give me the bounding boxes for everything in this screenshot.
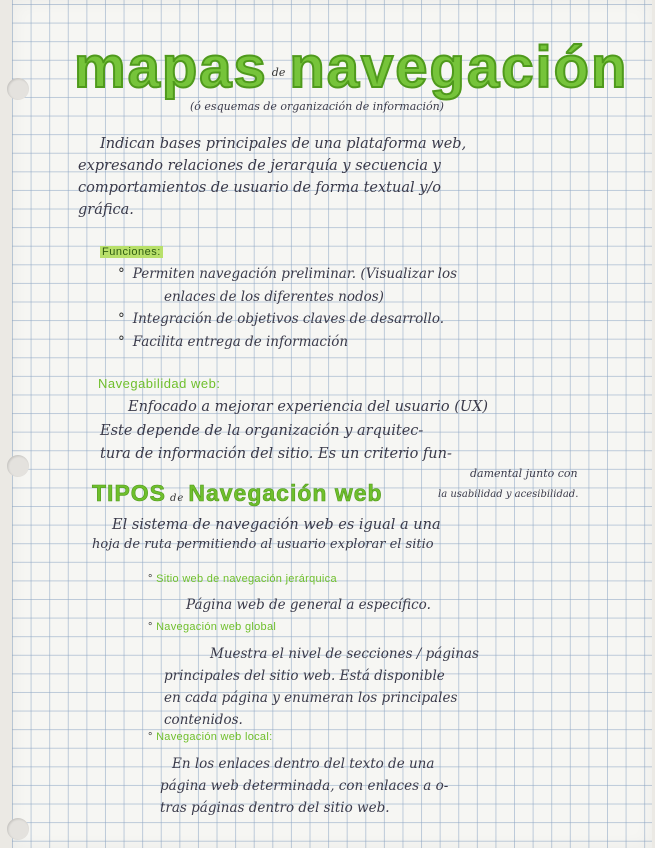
- funciones-label: Funciones:: [102, 246, 161, 258]
- navegabilidad-label: Navegabilidad web:: [98, 376, 221, 391]
- navegabilidad-line: Este depende de la organización y arquitec-: [100, 423, 424, 439]
- page-subtitle: (ó esquemas de organización de información): [190, 100, 444, 113]
- list-item-text: Facilita entrega de información: [132, 334, 349, 350]
- list-item-text: Permiten navegación preliminar. (Visualizar los: [132, 266, 458, 282]
- nav-type-line: En los enlaces dentro del texto de una: [172, 756, 435, 772]
- nav-type-line: principales del sitio web. Está disponible: [164, 668, 445, 684]
- tipos-intro-line: El sistema de navegación web es igual a una: [112, 517, 441, 533]
- binder-hole: [7, 78, 29, 100]
- tipos-heading-connector: de: [170, 493, 185, 504]
- intro-line: comportamientos de usuario de forma textual y/o: [78, 180, 442, 196]
- intro-line: Indican bases principales de una plataforma web,: [100, 136, 467, 152]
- nav-type-line: página web determinada, con enlaces a o-: [160, 778, 449, 794]
- title-word-1: mapas: [74, 35, 268, 100]
- title-connector: de: [271, 66, 286, 79]
- navegabilidad-line: Enfocado a mejorar experiencia del usuario (UX): [128, 399, 489, 415]
- nav-type-line: contenidos.: [164, 712, 243, 728]
- nav-type-line: en cada página y enumeran los principales: [164, 690, 458, 706]
- list-item-continuation: enlaces de los diferentes nodos): [164, 289, 384, 305]
- tipos-heading-word-1: TIPOS: [92, 480, 167, 506]
- nav-type-title: ° Sitio web de navegación jerárquica: [148, 573, 337, 585]
- nav-type-line: Muestra el nivel de secciones / páginas: [210, 646, 479, 662]
- list-item: ° Permiten navegación preliminar. (Visualizar los: [118, 266, 458, 282]
- binder-hole: [7, 818, 29, 840]
- binder-hole: [7, 455, 29, 477]
- nav-type-title: ° Navegación web global: [148, 621, 277, 633]
- nav-type-title: ° Navegación web local:: [148, 731, 273, 743]
- intro-line: gráfica.: [78, 202, 134, 218]
- navegabilidad-line: tura de información del sitio. Es un criterio fun-: [100, 446, 452, 462]
- nav-type-line: tras páginas dentro del sitio web.: [160, 800, 390, 816]
- title-word-2: navegación: [289, 35, 629, 100]
- list-item: ° Facilita entrega de información: [118, 334, 349, 350]
- side-note: damental junto con: [470, 467, 578, 480]
- list-item-text: Integración de objetivos claves de desarrollo.: [132, 311, 445, 327]
- tipos-heading-word-2: Navegación web: [188, 480, 383, 506]
- list-item: ° Integración de objetivos claves de desarrollo.: [118, 311, 445, 327]
- intro-line: expresando relaciones de jerarquía y secuencia y: [78, 158, 441, 174]
- side-note: la usabilidad y acesibilidad.: [438, 489, 579, 500]
- nav-type-line: Página web de general a específico.: [186, 597, 431, 613]
- page-title: [74, 34, 654, 104]
- tipos-heading: [92, 480, 383, 507]
- tipos-intro-line: hoja de ruta permitiendo al usuario explorar el sitio: [92, 537, 434, 552]
